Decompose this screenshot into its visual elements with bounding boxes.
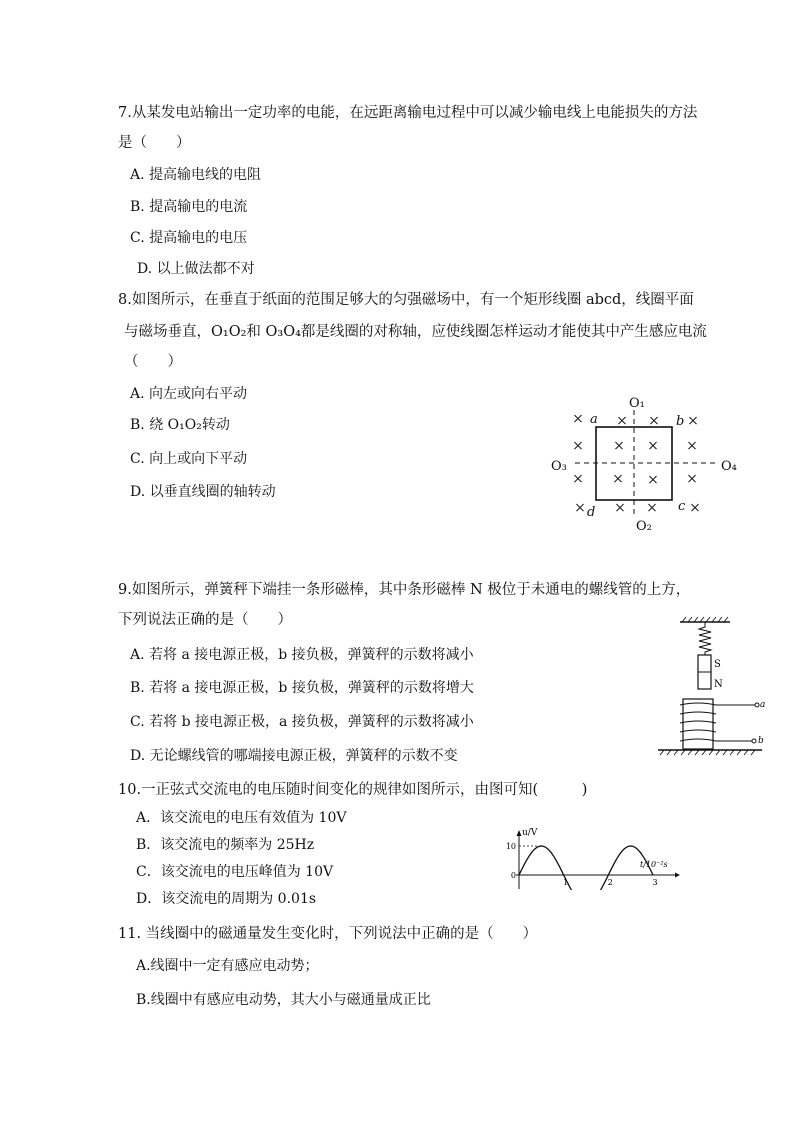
- q7-stem-line-2: 是（ ）: [118, 135, 191, 151]
- field-mark: ×: [572, 471, 584, 487]
- x-axis-label: t/10⁻²s: [640, 860, 668, 869]
- q8-option-c: C. 向上或向下平动: [130, 451, 248, 467]
- y-tick-label: 10: [505, 842, 516, 851]
- q7-option-b: B. 提高输电的电流: [130, 199, 248, 215]
- field-mark: ×: [648, 413, 660, 429]
- q9-solenoid-figure: [652, 615, 770, 760]
- field-mark: ×: [686, 471, 698, 487]
- x-tick-label: 2: [607, 878, 613, 887]
- field-mark: ×: [647, 472, 659, 488]
- magnet-s-label: S: [714, 659, 721, 670]
- field-mark: ×: [572, 411, 584, 427]
- q8-option-b: B. 绕 O₁O₂转动: [130, 417, 230, 433]
- x-tick-label: 0: [510, 871, 516, 880]
- q10-voltage-chart: [500, 826, 680, 890]
- axis-label-o3: O₃: [551, 459, 567, 474]
- q11-option-a: A.线圈中一定有感应电动势；: [136, 958, 319, 974]
- x-tick-label: 3: [652, 878, 658, 887]
- q7-option-d: D. 以上做法都不对: [137, 261, 255, 277]
- q7-option-c: C. 提高输电的电压: [130, 230, 248, 246]
- spring: [699, 622, 711, 655]
- q8-stem-line-2: 与磁场垂直，O₁O₂和 O₃O₄都是线圈的对称轴，应使线圈怎样运动才能使其中产生感应电流: [124, 324, 707, 340]
- q11-stem: 11. 当线圈中的磁通量发生变化时，下列说法中正确的是（ ）: [118, 926, 538, 942]
- field-mark: ×: [616, 413, 628, 429]
- y-axis-arrow: [517, 830, 522, 836]
- q9-option-d: D. 无论螺线管的哪端接电源正极，弹簧秤的示数不变: [130, 748, 458, 764]
- q9-option-a: A. 若将 a 接电源正极，b 接负极，弹簧秤的示数将减小: [130, 647, 474, 663]
- axis-label-o1: O₁: [629, 396, 645, 411]
- q9-stem-line-1: 9.如图所示，弹簧秤下端挂一条形磁棒，其中条形磁棒 N 极位于未通电的螺线管的上方，: [118, 582, 691, 598]
- field-mark: ×: [614, 500, 626, 516]
- axis-label-o2: O₂: [636, 519, 652, 533]
- x-axis-arrow: [675, 873, 680, 878]
- q8-option-d: D. 以垂直线圈的轴转动: [130, 484, 276, 500]
- q9-option-c: C. 若将 b 接电源正极，a 接负极，弹簧秤的示数将减小: [130, 714, 474, 730]
- q10-option-d: D．该交流电的周期为 0.01s: [136, 891, 317, 907]
- field-mark: ×: [647, 438, 659, 454]
- field-mark: ×: [687, 413, 699, 429]
- field-mark: ×: [689, 500, 701, 516]
- q10-option-a: A．该交流电的电压有效值为 10V: [136, 810, 347, 826]
- field-mark: ×: [574, 500, 586, 516]
- magnet-n-label: N: [714, 679, 723, 690]
- field-mark: ×: [686, 438, 698, 454]
- q8-coil-figure: [545, 388, 765, 533]
- x-tick-label: 1: [563, 878, 569, 887]
- corner-label-d: d: [587, 505, 596, 520]
- solenoid-core: [683, 699, 713, 749]
- corner-label-b: b: [676, 414, 685, 429]
- q9-stem-line-2: 下列说法正确的是（ ）: [118, 612, 292, 628]
- q8-stem-line-1: 8.如图所示，在垂直于纸面的范围足够大的匀强磁场中，有一个矩形线圈 abcd，线圈平面: [118, 292, 694, 308]
- corner-label-c: c: [678, 499, 686, 514]
- q10-option-c: C．该交流电的电压峰值为 10V: [136, 864, 334, 880]
- q10-stem: 10.一正弦式交流电的电压随时间变化的规律如图所示，由图可知( ): [118, 782, 588, 798]
- q9-option-b: B. 若将 a 接电源正极，b 接负极，弹簧秤的示数将增大: [130, 680, 474, 696]
- axis-label-o4: O₄: [721, 459, 737, 474]
- voltage-curve: [519, 846, 653, 890]
- field-mark: ×: [572, 438, 584, 454]
- y-axis-label: u/V: [522, 828, 538, 838]
- q10-option-b: B．该交流电的频率为 25Hz: [136, 837, 315, 853]
- q11-option-b: B.线圈中有感应电动势，其大小与磁通量成正比: [136, 992, 431, 1008]
- field-mark: ×: [612, 471, 624, 487]
- q8-option-a: A. 向左或向右平动: [130, 386, 248, 402]
- q8-stem-line-3: （ ）: [124, 354, 182, 370]
- q7-stem-line-1: 7.从某发电站输出一定功率的电能，在远距离输电过程中可以减少输电线上电能损失的方法: [118, 105, 698, 121]
- terminal-b-label: b: [758, 736, 764, 746]
- corner-label-a: a: [590, 412, 598, 427]
- q7-option-a: A. 提高输电线的电阻: [130, 167, 262, 183]
- field-mark: ×: [613, 438, 625, 454]
- field-mark: ×: [646, 500, 658, 516]
- terminal-a-label: a: [760, 700, 766, 710]
